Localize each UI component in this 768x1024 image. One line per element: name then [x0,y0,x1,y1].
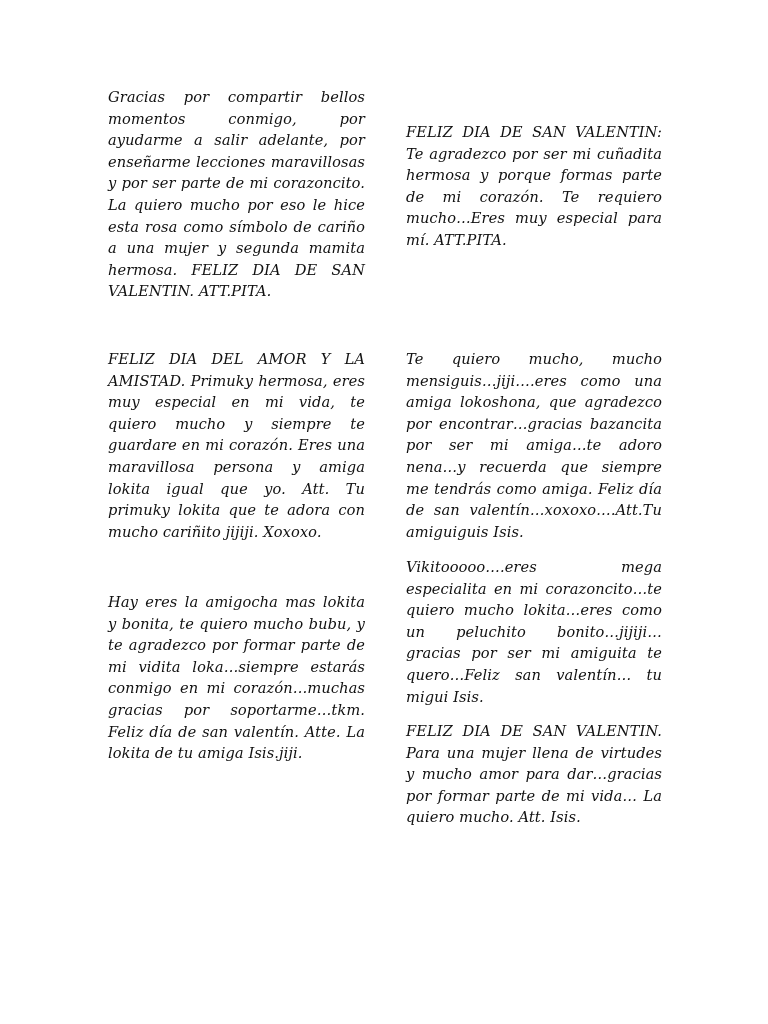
message-paragraph: Vikitooooo….eres mega especialita en mi corazoncito…te quiero mucho lokita…eres como un peluchito bonito…jijiji…gracias por ser mi amiguita te quero…Feliz san valentín… tu migui Isis. [406,559,662,706]
message-paragraph: FELIZ DIA DEL AMOR Y LA AMISTAD. Primuky hermosa, eres muy especial en mi vida, te quiero mucho y siempre te guardare en mi corazón. Eres una maravillosa persona y amiga lokita igual que yo. Att. Tu primuky lokita que te adora con mucho cariñito jijiji. Xoxoxo. [108,351,365,541]
message-paragraph: Hay eres la amigocha mas lokita y bonita, te quiero mucho bubu, y te agradezco por formar parte de mi vidita loka…siempre estarás conmigo en mi corazón…muchas gracias por soportarme…tkm. Feliz día de san valentín. Atte. La lokita de tu amiga Isis.jiji. [108,594,365,763]
message-paragraph: FELIZ DIA DE SAN VALENTIN. Para una mujer llena de virtudes y mucho amor para dar…gracias por formar parte de mi vida… La quiero mucho. Att. Isis. [406,723,662,827]
message-paragraph: FELIZ DIA DE SAN VALENTIN: Te agradezco por ser mi cuñadita hermosa y porque formas parte de mi corazón. Te requiero mucho…Eres muy especial para mí. ATT.PITA. [406,124,662,249]
message-paragraph: Te quiero mucho, mucho mensiguis…jiji….eres como una amiga lokoshona, que agradezco por encontrar…gracias bazancita por ser mi amiga…te adoro nena…y recuerda que siempre me tendrás como amiga. Feliz día de san valentín…xoxoxo….Att.Tu amiguiguis Isis. [406,351,662,541]
message-paragraph: Gracias por compartir bellos momentos conmigo, por ayudarme a salir adelante, por enseñarme lecciones maravillosas y por ser parte de mi corazoncito. La quiero mucho por eso le hice esta rosa como símbolo de cariño a una mujer y segunda mamita hermosa. FELIZ DIA DE SAN VALENTIN. ATT.PITA. [108,89,365,301]
